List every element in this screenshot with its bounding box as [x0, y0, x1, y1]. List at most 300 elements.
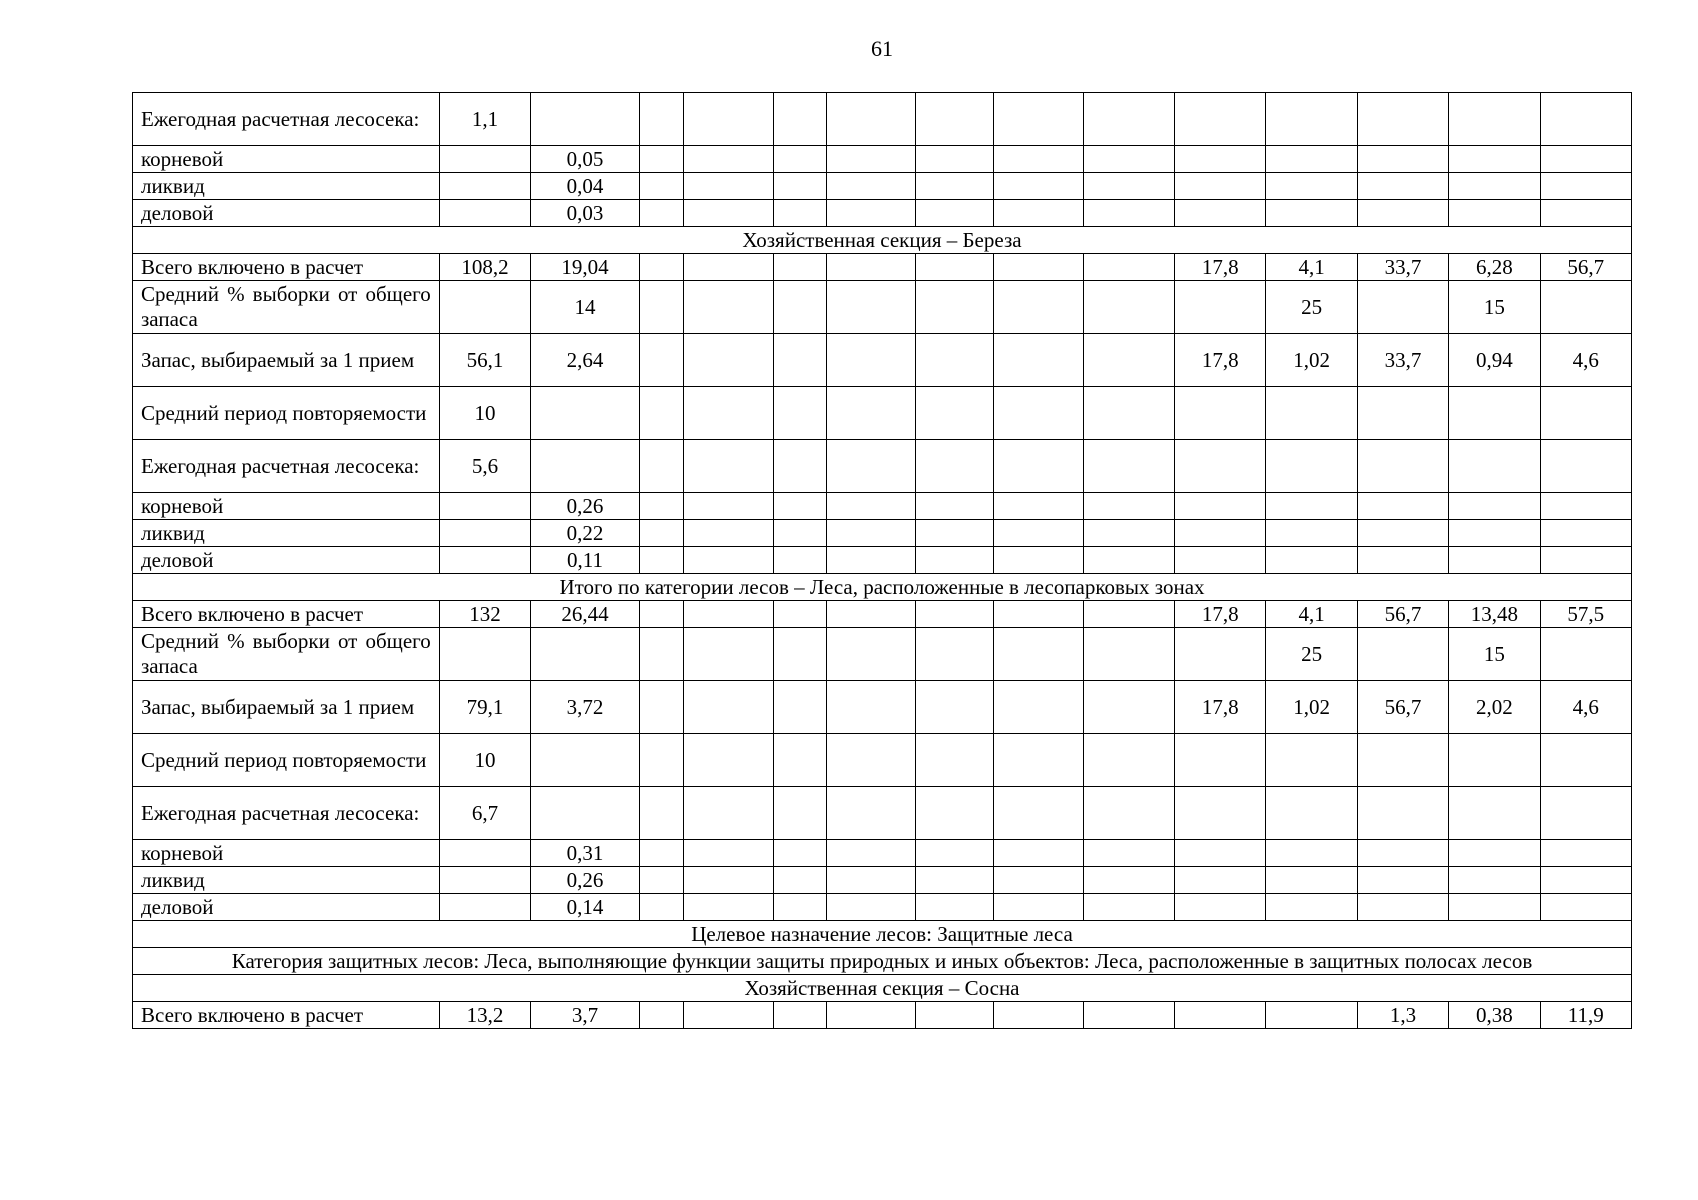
value-cell [1266, 173, 1357, 200]
value-cell [684, 334, 773, 387]
value-cell [773, 734, 826, 787]
value-cell [826, 734, 915, 787]
value-cell [826, 628, 915, 681]
value-cell [684, 146, 773, 173]
value-cell [994, 173, 1083, 200]
value-cell [1357, 440, 1448, 493]
value-cell [826, 254, 915, 281]
value-cell [1083, 787, 1174, 840]
value-cell: 4,1 [1266, 601, 1357, 628]
value-cell [1449, 840, 1540, 867]
value-cell [1266, 440, 1357, 493]
value-cell [439, 867, 530, 894]
value-cell: 0,03 [531, 200, 640, 227]
value-cell [826, 681, 915, 734]
section-header: Хозяйственная секция – Сосна [133, 975, 1632, 1002]
row-label: Средний % выборки от общего запаса [133, 628, 440, 681]
value-cell [1083, 681, 1174, 734]
section-header: Итого по категории лесов – Леса, расположенные в лесопарковых зонах [133, 574, 1632, 601]
value-cell [1357, 787, 1448, 840]
table-row [133, 734, 1632, 787]
value-cell [531, 93, 640, 146]
value-cell: 1,02 [1266, 681, 1357, 734]
value-cell: 2,64 [531, 334, 640, 387]
value-cell [439, 520, 530, 547]
value-cell: 56,7 [1357, 601, 1448, 628]
value-cell [1357, 146, 1448, 173]
value-cell [1175, 840, 1266, 867]
value-cell [916, 440, 994, 493]
value-cell [1083, 601, 1174, 628]
value-cell: 25 [1266, 628, 1357, 681]
value-cell [1357, 628, 1448, 681]
value-cell: 0,04 [531, 173, 640, 200]
value-cell: 4,1 [1266, 254, 1357, 281]
value-cell [1266, 734, 1357, 787]
value-cell [1449, 93, 1540, 146]
value-cell [994, 200, 1083, 227]
value-cell: 0,14 [531, 894, 640, 921]
value-cell [1083, 254, 1174, 281]
row-label: Всего включено в расчет [133, 601, 440, 628]
value-cell [994, 894, 1083, 921]
value-cell [826, 93, 915, 146]
value-cell [439, 840, 530, 867]
value-cell [439, 281, 530, 334]
value-cell: 33,7 [1357, 254, 1448, 281]
value-cell [1540, 387, 1631, 440]
value-cell [639, 520, 684, 547]
row-label: деловой [133, 200, 440, 227]
value-cell [916, 281, 994, 334]
value-cell: 13,48 [1449, 601, 1540, 628]
value-cell [639, 628, 684, 681]
value-cell [994, 840, 1083, 867]
value-cell: 26,44 [531, 601, 640, 628]
value-cell [826, 281, 915, 334]
value-cell [826, 787, 915, 840]
value-cell [773, 93, 826, 146]
value-cell [916, 601, 994, 628]
value-cell [1175, 200, 1266, 227]
table-row [133, 787, 1632, 840]
value-cell [994, 628, 1083, 681]
value-cell [773, 281, 826, 334]
value-cell [684, 628, 773, 681]
value-cell [639, 894, 684, 921]
value-cell [916, 493, 994, 520]
value-cell [773, 547, 826, 574]
value-cell: 10 [439, 387, 530, 440]
table-row [133, 281, 1632, 334]
value-cell: 4,6 [1540, 334, 1631, 387]
value-cell [1449, 493, 1540, 520]
value-cell [1266, 520, 1357, 547]
value-cell [1540, 281, 1631, 334]
value-cell [916, 628, 994, 681]
value-cell [1083, 93, 1174, 146]
value-cell [1266, 493, 1357, 520]
value-cell [826, 520, 915, 547]
value-cell: 6,7 [439, 787, 530, 840]
value-cell [439, 200, 530, 227]
value-cell: 33,7 [1357, 334, 1448, 387]
value-cell [1266, 894, 1357, 921]
value-cell: 11,9 [1540, 1002, 1631, 1029]
value-cell [773, 787, 826, 840]
value-cell [1357, 93, 1448, 146]
row-label: ликвид [133, 867, 440, 894]
section-header: Хозяйственная секция – Береза [133, 227, 1632, 254]
value-cell [773, 840, 826, 867]
value-cell [1266, 93, 1357, 146]
value-cell [1357, 281, 1448, 334]
table-row [133, 334, 1632, 387]
value-cell [916, 93, 994, 146]
value-cell [1083, 387, 1174, 440]
value-cell: 3,7 [531, 1002, 640, 1029]
value-cell [684, 547, 773, 574]
table-row [133, 867, 1632, 894]
value-cell: 13,2 [439, 1002, 530, 1029]
table-row [133, 520, 1632, 547]
value-cell [773, 1002, 826, 1029]
table-row [133, 254, 1632, 281]
value-cell [773, 520, 826, 547]
value-cell [1357, 387, 1448, 440]
value-cell [916, 387, 994, 440]
value-cell [684, 387, 773, 440]
value-cell [1540, 734, 1631, 787]
value-cell [639, 93, 684, 146]
row-label: Запас, выбираемый за 1 прием [133, 681, 440, 734]
value-cell [1083, 281, 1174, 334]
value-cell [1175, 440, 1266, 493]
value-cell [1449, 520, 1540, 547]
value-cell [916, 681, 994, 734]
section-header: Категория защитных лесов: Леса, выполняющие функции защиты природных и иных объектов: Леса, расположенные в защитных полосах лесов [133, 948, 1632, 975]
value-cell [684, 281, 773, 334]
value-cell [916, 734, 994, 787]
value-cell: 17,8 [1175, 681, 1266, 734]
value-cell [1083, 146, 1174, 173]
value-cell [531, 440, 640, 493]
row-label: Ежегодная расчетная лесосека: [133, 440, 440, 493]
value-cell [773, 493, 826, 520]
table-row [133, 840, 1632, 867]
value-cell [684, 200, 773, 227]
value-cell [1540, 493, 1631, 520]
value-cell [1175, 894, 1266, 921]
value-cell [1540, 894, 1631, 921]
value-cell [639, 734, 684, 787]
value-cell [1266, 146, 1357, 173]
value-cell [684, 867, 773, 894]
value-cell [994, 520, 1083, 547]
table-row [133, 173, 1632, 200]
value-cell [1175, 520, 1266, 547]
value-cell: 56,7 [1540, 254, 1631, 281]
value-cell: 1,02 [1266, 334, 1357, 387]
value-cell [826, 387, 915, 440]
value-cell [773, 681, 826, 734]
value-cell [1175, 628, 1266, 681]
value-cell [1540, 173, 1631, 200]
value-cell [994, 334, 1083, 387]
row-label: Всего включено в расчет [133, 1002, 440, 1029]
table-row [133, 93, 1632, 146]
value-cell [994, 734, 1083, 787]
value-cell [531, 387, 640, 440]
table-row [133, 547, 1632, 574]
value-cell [773, 387, 826, 440]
value-cell: 132 [439, 601, 530, 628]
value-cell [684, 894, 773, 921]
value-cell [773, 894, 826, 921]
table-row [133, 894, 1632, 921]
value-cell [1175, 547, 1266, 574]
value-cell [1540, 867, 1631, 894]
value-cell [1540, 200, 1631, 227]
value-cell [684, 173, 773, 200]
value-cell [1083, 334, 1174, 387]
value-cell [1266, 200, 1357, 227]
value-cell [1357, 173, 1448, 200]
forest-calculation-table [132, 92, 1632, 1029]
value-cell [439, 547, 530, 574]
value-cell [1357, 894, 1448, 921]
value-cell [1449, 440, 1540, 493]
value-cell [1083, 840, 1174, 867]
value-cell [1175, 867, 1266, 894]
value-cell: 6,28 [1449, 254, 1540, 281]
value-cell: 10 [439, 734, 530, 787]
value-cell [1266, 1002, 1357, 1029]
row-label: Запас, выбираемый за 1 прием [133, 334, 440, 387]
value-cell: 15 [1449, 281, 1540, 334]
value-cell [639, 281, 684, 334]
value-cell [994, 867, 1083, 894]
value-cell [916, 173, 994, 200]
value-cell [916, 254, 994, 281]
value-cell [826, 894, 915, 921]
value-cell [1540, 146, 1631, 173]
section-header: Целевое назначение лесов: Защитные леса [133, 921, 1632, 948]
value-cell [1083, 520, 1174, 547]
value-cell [639, 387, 684, 440]
value-cell [1083, 894, 1174, 921]
value-cell [1083, 734, 1174, 787]
value-cell [773, 601, 826, 628]
value-cell [684, 840, 773, 867]
value-cell [1175, 173, 1266, 200]
value-cell [994, 681, 1083, 734]
value-cell [639, 547, 684, 574]
value-cell: 5,6 [439, 440, 530, 493]
value-cell [916, 146, 994, 173]
table-row [133, 146, 1632, 173]
value-cell [1083, 628, 1174, 681]
value-cell [684, 93, 773, 146]
value-cell: 17,8 [1175, 601, 1266, 628]
value-cell [684, 440, 773, 493]
value-cell [773, 200, 826, 227]
value-cell [531, 734, 640, 787]
value-cell [1175, 787, 1266, 840]
value-cell [639, 440, 684, 493]
value-cell [916, 894, 994, 921]
value-cell [1357, 520, 1448, 547]
value-cell [1540, 628, 1631, 681]
value-cell [916, 1002, 994, 1029]
table-row [133, 387, 1632, 440]
value-cell [994, 440, 1083, 493]
value-cell: 0,11 [531, 547, 640, 574]
value-cell [1083, 440, 1174, 493]
value-cell [1266, 547, 1357, 574]
table-row [133, 601, 1632, 628]
value-cell: 0,38 [1449, 1002, 1540, 1029]
value-cell [916, 840, 994, 867]
value-cell [826, 440, 915, 493]
table-row [133, 628, 1632, 681]
table-row [133, 1002, 1632, 1029]
value-cell [773, 334, 826, 387]
value-cell [639, 173, 684, 200]
value-cell: 56,1 [439, 334, 530, 387]
section-row [133, 227, 1632, 254]
value-cell [639, 146, 684, 173]
value-cell [1175, 93, 1266, 146]
value-cell [1540, 520, 1631, 547]
value-cell [639, 840, 684, 867]
value-cell [439, 894, 530, 921]
page-number: 61 [871, 36, 893, 61]
value-cell [1083, 173, 1174, 200]
value-cell [531, 628, 640, 681]
value-cell [1540, 840, 1631, 867]
value-cell [773, 146, 826, 173]
value-cell [639, 867, 684, 894]
value-cell [1449, 173, 1540, 200]
value-cell [916, 787, 994, 840]
value-cell: 1,1 [439, 93, 530, 146]
value-cell: 14 [531, 281, 640, 334]
row-label: Ежегодная расчетная лесосека: [133, 93, 440, 146]
value-cell [1175, 734, 1266, 787]
value-cell: 3,72 [531, 681, 640, 734]
value-cell [1449, 146, 1540, 173]
value-cell [684, 520, 773, 547]
value-cell [1449, 787, 1540, 840]
value-cell [994, 146, 1083, 173]
value-cell [916, 867, 994, 894]
value-cell [1083, 547, 1174, 574]
value-cell [439, 493, 530, 520]
value-cell [916, 334, 994, 387]
value-cell [826, 867, 915, 894]
value-cell [994, 387, 1083, 440]
value-cell [1540, 440, 1631, 493]
value-cell [1449, 547, 1540, 574]
value-cell [1266, 867, 1357, 894]
value-cell [826, 547, 915, 574]
row-label: корневой [133, 493, 440, 520]
value-cell [826, 200, 915, 227]
value-cell [994, 493, 1083, 520]
row-label: деловой [133, 894, 440, 921]
value-cell: 2,02 [1449, 681, 1540, 734]
value-cell [994, 93, 1083, 146]
value-cell [1449, 894, 1540, 921]
value-cell [1175, 146, 1266, 173]
row-label: Всего включено в расчет [133, 254, 440, 281]
value-cell [684, 787, 773, 840]
value-cell [531, 787, 640, 840]
row-label: корневой [133, 840, 440, 867]
value-cell [639, 334, 684, 387]
value-cell: 0,22 [531, 520, 640, 547]
value-cell [639, 1002, 684, 1029]
value-cell [684, 254, 773, 281]
section-row [133, 948, 1632, 975]
value-cell [994, 281, 1083, 334]
value-cell [439, 146, 530, 173]
value-cell: 17,8 [1175, 254, 1266, 281]
value-cell [1357, 547, 1448, 574]
value-cell: 57,5 [1540, 601, 1631, 628]
value-cell [994, 787, 1083, 840]
value-cell: 15 [1449, 628, 1540, 681]
value-cell [1357, 867, 1448, 894]
value-cell [639, 787, 684, 840]
value-cell: 0,26 [531, 493, 640, 520]
value-cell: 4,6 [1540, 681, 1631, 734]
table-row [133, 681, 1632, 734]
value-cell: 25 [1266, 281, 1357, 334]
row-label: ликвид [133, 173, 440, 200]
value-cell [994, 547, 1083, 574]
value-cell: 17,8 [1175, 334, 1266, 387]
value-cell [1266, 387, 1357, 440]
value-cell [684, 493, 773, 520]
value-cell [1357, 493, 1448, 520]
value-cell: 0,26 [531, 867, 640, 894]
value-cell [773, 628, 826, 681]
value-cell [826, 334, 915, 387]
value-cell [1175, 281, 1266, 334]
value-cell [639, 493, 684, 520]
value-cell [1357, 840, 1448, 867]
value-cell [1449, 387, 1540, 440]
value-cell [773, 173, 826, 200]
value-cell [826, 146, 915, 173]
value-cell [439, 628, 530, 681]
value-cell: 108,2 [439, 254, 530, 281]
value-cell [773, 867, 826, 894]
value-cell [826, 1002, 915, 1029]
value-cell [916, 200, 994, 227]
value-cell [1083, 867, 1174, 894]
value-cell [639, 601, 684, 628]
row-label: ликвид [133, 520, 440, 547]
value-cell [639, 254, 684, 281]
value-cell [773, 440, 826, 493]
value-cell [1175, 1002, 1266, 1029]
row-label: корневой [133, 146, 440, 173]
value-cell [994, 254, 1083, 281]
row-label: Средний период повторяемости [133, 387, 440, 440]
